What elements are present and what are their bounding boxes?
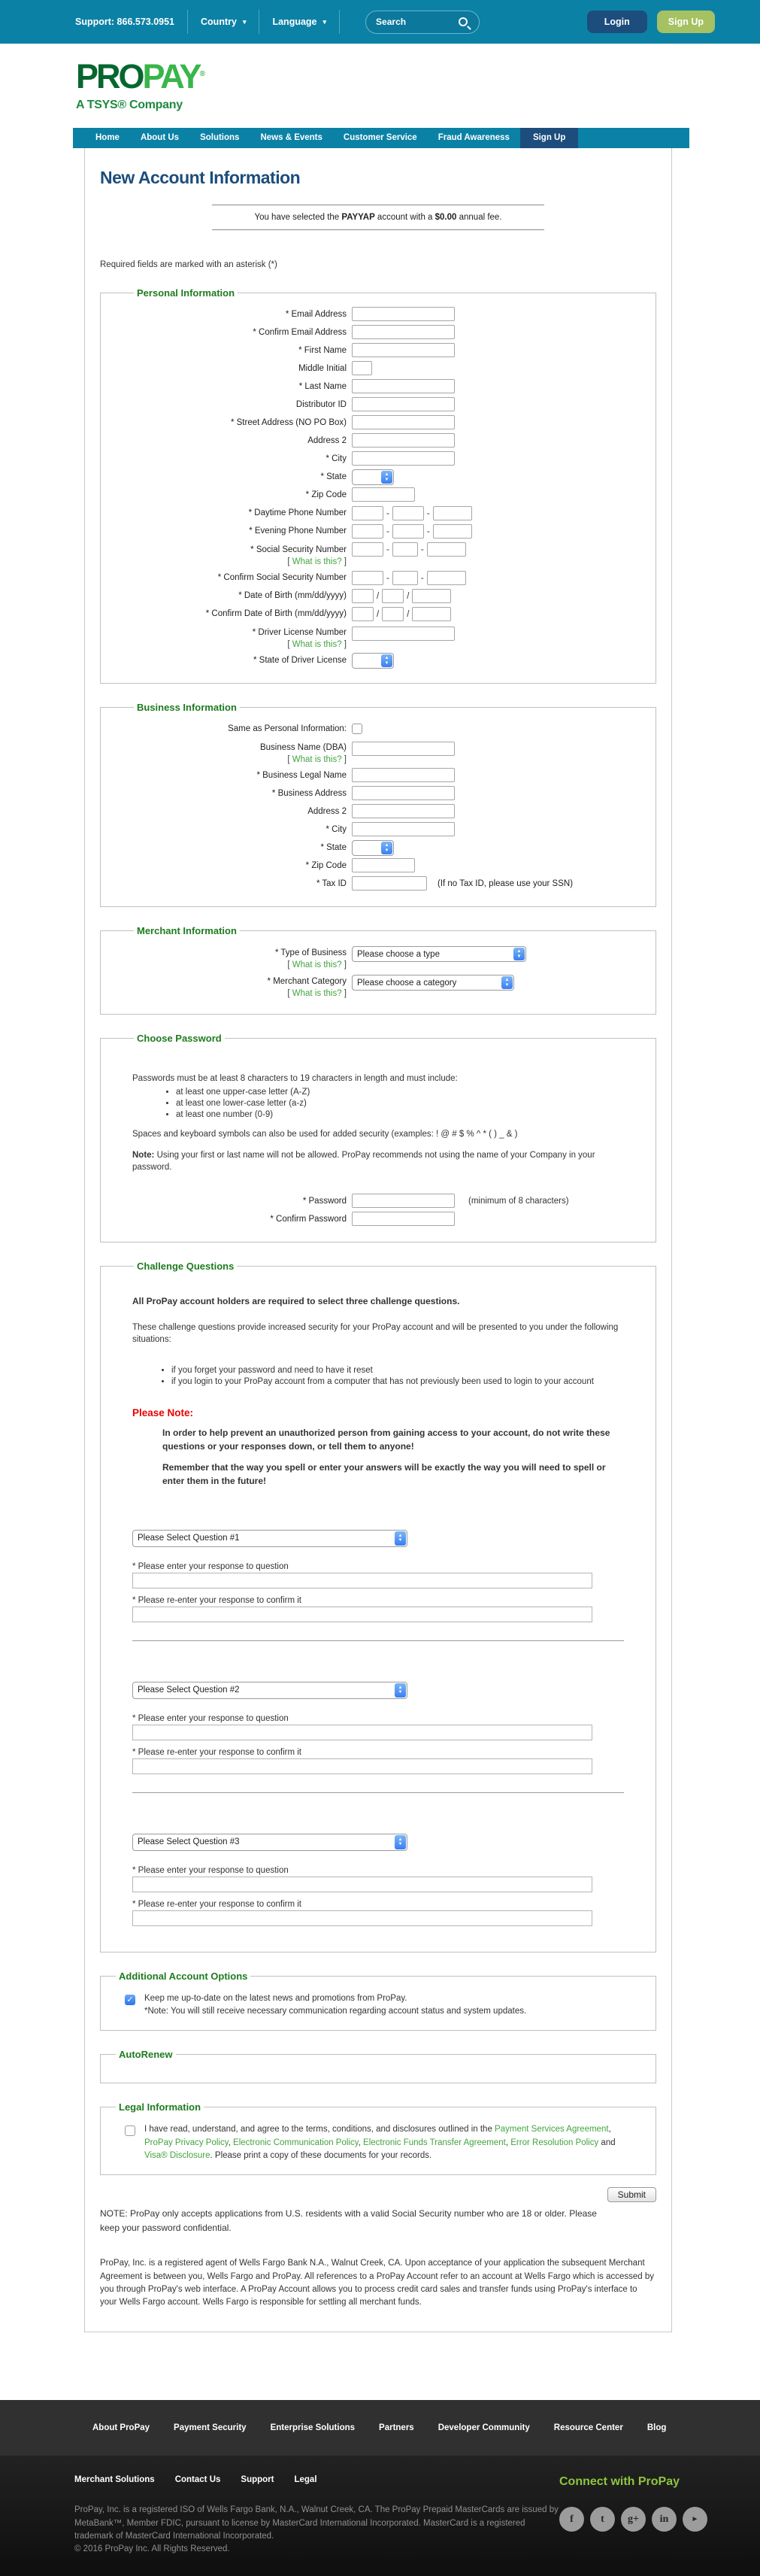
please-note-heading: Please Note:	[132, 1406, 194, 1418]
nav-item-about-us[interactable]: About Us	[140, 133, 180, 142]
evening-phone-label: * Evening Phone Number	[249, 526, 347, 536]
footer-bottom	[0, 2456, 760, 2576]
form-row	[132, 433, 624, 449]
confirm-dob-label: * Confirm Date of Birth (mm/dd/yyyy)	[205, 609, 347, 619]
response-label: * Please enter your response to question	[132, 1713, 289, 1723]
dash-separator: -	[386, 526, 389, 536]
confirm-response-label: * Please re-enter your response to confirm it	[132, 1899, 301, 1909]
annual-fee: $0.00	[435, 213, 457, 222]
footer-link-contact-us[interactable]: Contact Us	[174, 2475, 221, 2485]
address2-label: Address 2	[307, 436, 347, 445]
footer-top	[0, 2400, 760, 2456]
notice-text: annual fee.	[456, 213, 502, 222]
password-field[interactable]	[352, 1194, 455, 1208]
legal-agree-row	[114, 2119, 642, 2165]
question2-response-field[interactable]	[132, 1725, 592, 1740]
evening-phone-part1[interactable]	[352, 524, 383, 539]
form-row	[132, 487, 624, 503]
form-row	[132, 325, 624, 341]
form-row	[132, 361, 624, 377]
autorenew-empty	[114, 2066, 642, 2072]
confirm-response-label: * Please re-enter your response to confirm it	[132, 1747, 301, 1757]
driver-license-field[interactable]	[352, 627, 455, 641]
type-of-business-select[interactable]: Please choose a type ▲ ▼	[352, 946, 526, 962]
daytime-phone-part2[interactable]	[392, 506, 424, 520]
business-information-legend: Business Information	[137, 702, 237, 714]
divider	[339, 10, 340, 34]
form-row	[132, 945, 624, 971]
confirm-email-label: * Confirm Email Address	[253, 328, 347, 337]
challenge-intro: These challenge questions provide increased security for your ProPay account and will be presented to you under the following situations:	[132, 1322, 619, 1345]
selection-notice	[212, 205, 544, 230]
nav-item-news-events[interactable]: News & Events	[260, 133, 322, 142]
form-row	[132, 542, 624, 568]
electronic-communication-policy-link[interactable]: Electronic Communication Policy	[233, 2138, 359, 2147]
password-rule: • at least one lower-case letter (a-z)	[176, 1099, 624, 1108]
form-row	[132, 570, 624, 586]
question-group-1	[132, 1530, 624, 1622]
bracket: ]	[341, 960, 347, 969]
driver-license-state-label: * State of Driver License	[253, 656, 347, 666]
footer-link-legal[interactable]: Legal	[294, 2475, 317, 2485]
error-resolution-policy-link[interactable]: Error Resolution Policy	[510, 2138, 599, 2147]
confirm-ssn-part1[interactable]	[352, 571, 383, 585]
daytime-phone-part1[interactable]	[352, 506, 383, 520]
news-optin-note: *Note: You will still receive necessary communication regarding account status and system updates.	[144, 2007, 527, 2016]
chevron-down-icon: ▾	[242, 17, 247, 26]
evening-phone-part3[interactable]	[433, 524, 472, 539]
signup-button[interactable]: Sign Up	[657, 11, 715, 33]
logo-pay: PAY	[142, 57, 200, 96]
dash-separator: -	[420, 573, 424, 583]
driver-license-state-select[interactable]	[352, 653, 394, 669]
bracket: ]	[341, 557, 347, 566]
same-as-personal-checkbox[interactable]	[352, 724, 362, 734]
ssn-part3[interactable]	[427, 542, 466, 557]
personal-information-section	[100, 287, 656, 684]
question1-response-field[interactable]	[132, 1573, 592, 1588]
daytime-phone-part3[interactable]	[433, 506, 472, 520]
search-icon[interactable]	[459, 17, 468, 26]
merchant-information-legend: Merchant Information	[137, 925, 237, 937]
footer-link-support[interactable]: Support	[241, 2475, 274, 2485]
select-arrows-icon: ▲ ▼	[513, 948, 525, 960]
connect-heading: Connect with ProPay	[559, 2475, 680, 2489]
main-content	[84, 148, 672, 2332]
wells-fargo-agent-paragraph: ProPay, Inc. is a registered agent of Wells Fargo Bank N.A., Walnut Creek, CA. Upon acceptance of your application the subsequent Merchant Agreement is between you, Wells Fargo and ProPay. All references to a ProPay Account refer to an account at Wells Fargo which is accessed by you through ProPay's web interface. A ProPay Account allows you to process credit card sales and transfer funds using ProPay's interface to your Wells Fargo account. Wells Fargo is responsible for settling all merchant funds.	[100, 2259, 655, 2307]
confirm-password-field[interactable]	[352, 1212, 455, 1226]
form-row	[132, 624, 624, 651]
slash-separator: /	[407, 591, 410, 601]
legal-text: I have read, understand, and agree to the terms, conditions, and disclosures outlined in the	[144, 2125, 495, 2135]
form-row	[132, 451, 624, 467]
form-row	[132, 739, 624, 766]
question-group-3	[132, 1834, 624, 1926]
last-name-label: * Last Name	[298, 382, 347, 391]
autorenew-section	[100, 2049, 656, 2083]
business-dba-field[interactable]	[352, 742, 455, 756]
confirm-ssn-part3[interactable]	[427, 571, 466, 585]
privacy-policy-link[interactable]: ProPay Privacy Policy	[144, 2138, 229, 2147]
merchant-category-label: * Merchant Category	[267, 977, 347, 987]
logo-tagline: A TSYS® Company	[76, 99, 183, 111]
dob-year[interactable]	[412, 589, 451, 603]
select-arrows-icon: ▲ ▼	[395, 1835, 406, 1849]
form-row	[132, 804, 624, 820]
footer-link-blog[interactable]: Blog	[646, 2423, 667, 2433]
merchant-information-section	[100, 925, 656, 1015]
business-information-section	[100, 702, 656, 907]
form-row	[132, 822, 624, 838]
us-residents-note: NOTE: ProPay only accepts applications from U.S. residents with a valid Social Security number who are 18 or older. Please keep your password confidential.	[100, 2208, 597, 2233]
footer-copyright: © 2016 ProPay Inc. All Rights Reserved.	[74, 2544, 230, 2554]
legal-text: ,	[228, 2138, 234, 2147]
question1-select[interactable]: Please Select Question #1 ▲ ▼	[132, 1530, 407, 1547]
select-arrows-icon: ▲ ▼	[501, 976, 513, 989]
form-row	[132, 768, 624, 784]
footer-link-merchant-solutions[interactable]: Merchant Solutions	[74, 2475, 155, 2485]
business-address2-field[interactable]	[352, 804, 455, 818]
legal-text: . Please print a copy of these documents for your records.	[210, 2150, 432, 2160]
personal-information-legend: Personal Information	[137, 287, 235, 299]
footer-link-partners[interactable]: Partners	[379, 2423, 414, 2433]
form-row	[132, 1194, 624, 1209]
question3-select[interactable]: Please Select Question #3 ▲ ▼	[132, 1834, 407, 1851]
logo-pro: PRO	[76, 57, 143, 96]
tax-id-label: * Tax ID	[316, 879, 347, 889]
form-row	[132, 840, 624, 856]
twitter-icon[interactable]: t	[590, 2507, 615, 2532]
confirm-email-field[interactable]	[352, 325, 455, 339]
middle-initial-field[interactable]	[352, 361, 372, 375]
choose-password-legend: Choose Password	[137, 1033, 222, 1045]
autorenew-legend: AutoRenew	[119, 2049, 173, 2061]
confirm-ssn-label: * Confirm Social Security Number	[217, 573, 347, 583]
tax-id-note: (If no Tax ID, please use your SSN)	[438, 879, 574, 889]
chevron-down-icon: ▾	[322, 17, 327, 26]
question3-confirm-field[interactable]	[132, 1910, 592, 1926]
dash-separator: -	[386, 508, 389, 518]
business-state-select[interactable]	[352, 840, 394, 856]
challenge-warning-1: In order to help prevent an unauthorized person from gaining access to your account, do not write these questions or your responses down, or tell them to anyone!	[162, 1427, 610, 1452]
form-row	[132, 876, 624, 892]
divider	[132, 1792, 624, 1793]
funds-transfer-agreement-link[interactable]: Electronic Funds Transfer Agreement	[363, 2138, 506, 2147]
confirm-dob-month[interactable]	[352, 607, 374, 621]
legal-information-section	[100, 2101, 656, 2175]
street-address-field[interactable]	[352, 415, 455, 429]
form-row	[132, 588, 624, 604]
form-row	[132, 379, 624, 395]
legal-text: and	[598, 2138, 616, 2147]
footer-bottom-right	[559, 2475, 707, 2553]
password-label: * Password	[302, 1196, 347, 1206]
nav-item-fraud-awareness[interactable]: Fraud Awareness	[438, 133, 510, 142]
divider	[132, 1640, 624, 1641]
confirm-dob-year[interactable]	[412, 607, 451, 621]
social-icons	[559, 2507, 707, 2532]
slash-separator: /	[377, 591, 380, 601]
bracket: [	[287, 988, 292, 998]
form-row	[132, 415, 624, 431]
form-row	[132, 343, 624, 359]
bracket: ]	[341, 754, 347, 764]
business-address2-label: Address 2	[307, 807, 347, 817]
street-address-label: * Street Address (NO PO Box)	[230, 418, 347, 427]
youtube-icon[interactable]: ►	[683, 2507, 707, 2532]
slash-separator: /	[377, 609, 380, 619]
business-legal-name-field[interactable]	[352, 768, 455, 782]
form-row	[132, 653, 624, 669]
first-name-label: * First Name	[298, 346, 347, 355]
form-row	[132, 858, 624, 874]
footer-link-resource-center[interactable]: Resource Center	[553, 2423, 623, 2433]
password-rules-intro: Passwords must be at least 8 characters to 19 characters in length and must include:	[132, 1074, 458, 1084]
response-label: * Please enter your response to question	[132, 1865, 289, 1875]
choose-password-section	[100, 1033, 656, 1242]
business-dba-label: Business Name (DBA)	[259, 743, 347, 753]
zip-field[interactable]	[352, 487, 415, 502]
select-arrows-icon: ▲ ▼	[395, 1683, 406, 1698]
tax-id-field[interactable]	[352, 876, 427, 891]
ssn-label: * Social Security Number	[250, 545, 347, 554]
country-dropdown[interactable]	[201, 17, 246, 27]
footer-link-developer-community[interactable]: Developer Community	[438, 2423, 530, 2433]
confirm-password-label: * Confirm Password	[270, 1214, 347, 1224]
question-group-2	[132, 1682, 624, 1774]
email-label: * Email Address	[285, 310, 347, 319]
language-label: Language	[272, 17, 317, 27]
search-placeholder: Search	[376, 17, 407, 27]
first-name-field[interactable]	[352, 343, 455, 357]
challenge-questions-section	[100, 1261, 656, 1952]
main-nav	[73, 128, 689, 148]
ssn-part2[interactable]	[392, 542, 418, 557]
form-row	[132, 397, 624, 413]
logo-band	[0, 44, 760, 128]
note-text: Using your first or last name will not be allowed. ProPay recommends not using the name of your Company in your password.	[132, 1151, 595, 1173]
dob-label: * Date of Birth (mm/dd/yyyy)	[238, 591, 347, 601]
question2-select[interactable]: Please Select Question #2 ▲ ▼	[132, 1682, 407, 1699]
support-phone: Support: 866.573.0951	[75, 17, 175, 27]
ssn-part1[interactable]	[352, 542, 383, 557]
password-rule: • at least one number (0-9)	[176, 1110, 624, 1119]
business-legal-name-label: * Business Legal Name	[256, 771, 347, 781]
select-arrows-icon: ▲ ▼	[381, 654, 392, 667]
dash-separator: -	[426, 526, 430, 536]
business-city-field[interactable]	[352, 822, 455, 836]
challenge-situations-list	[171, 1366, 624, 1386]
distributor-id-label: Distributor ID	[295, 400, 347, 409]
response-label: * Please enter your response to question	[132, 1561, 289, 1571]
page-title: New Account Information	[100, 168, 301, 187]
driver-license-label: * Driver License Number	[252, 628, 347, 638]
zip-label: * Zip Code	[305, 490, 347, 499]
google-plus-icon[interactable]: g+	[621, 2507, 646, 2532]
same-as-personal-label: Same as Personal Information:	[228, 724, 347, 734]
news-optin-checkbox[interactable]: ✓	[125, 1995, 135, 2005]
state-select[interactable]	[352, 469, 394, 485]
slash-separator: /	[407, 609, 410, 619]
last-name-field[interactable]	[352, 379, 455, 393]
footer-legal-text: ProPay, Inc. is a registered ISO of Wells Fargo Bank, N.A., Walnut Creek, CA. The ProPay Prepaid MasterCards are issued by MetaBank™, Member FDIC, pursuant to license by MasterCard International Incorporated. MasterCard is a registered trademark of MasterCard International Incorporated.	[74, 2505, 559, 2541]
search-input[interactable]	[365, 11, 480, 34]
select-arrows-icon: ▲ ▼	[381, 842, 392, 854]
driver-license-what-is-this-link[interactable]: What is this?	[292, 639, 342, 649]
question1-confirm-field[interactable]	[132, 1607, 592, 1622]
footer-link-about-propay[interactable]: About ProPay	[92, 2423, 150, 2433]
email-field[interactable]	[352, 307, 455, 321]
business-city-label: * City	[325, 825, 347, 835]
login-button[interactable]: Login	[587, 11, 647, 33]
business-zip-label: * Zip Code	[305, 861, 347, 871]
legal-text: ,	[358, 2138, 364, 2147]
form-row	[132, 523, 624, 539]
nav-item-customer-service[interactable]: Customer Service	[343, 133, 417, 142]
linkedin-icon[interactable]: in	[652, 2507, 677, 2532]
payment-services-agreement-link[interactable]: Payment Services Agreement	[495, 2125, 609, 2135]
form-row	[132, 606, 624, 622]
form-row	[132, 505, 624, 521]
dash-separator: -	[426, 508, 430, 518]
challenge-intro-bold: All ProPay account holders are required to select three challenge questions.	[132, 1295, 460, 1306]
confirm-ssn-part2[interactable]	[392, 571, 418, 585]
footer-link-payment-security[interactable]: Payment Security	[174, 2423, 247, 2433]
dash-separator: -	[386, 573, 389, 583]
confirm-dob-day[interactable]	[382, 607, 404, 621]
password-note	[132, 1149, 624, 1173]
visa-disclosure-link[interactable]: Visa® Disclosure	[144, 2150, 210, 2160]
business-zip-field[interactable]	[352, 858, 415, 872]
news-optin-label: Keep me up-to-date on the latest news and promotions from ProPay.	[144, 1993, 407, 2003]
language-dropdown[interactable]	[272, 17, 326, 27]
form-row	[132, 786, 624, 802]
evening-phone-part2[interactable]	[392, 524, 424, 539]
type-of-business-label: * Type of Business	[274, 948, 347, 958]
select-arrows-icon: ▲ ▼	[395, 1531, 406, 1546]
divider	[187, 10, 188, 34]
question2-confirm-field[interactable]	[132, 1758, 592, 1774]
form-row	[132, 973, 624, 1000]
challenge-warning-2: Remember that the way you spell or enter your answers will be exactly the way you will need to spell or enter them in the future!	[162, 1461, 606, 1486]
registered-mark: ®	[199, 70, 205, 78]
legal-text: ,	[505, 2138, 511, 2147]
form-row	[132, 307, 624, 323]
notice-text: account with a	[374, 213, 435, 222]
ssn-what-is-this-link[interactable]: What is this?	[292, 557, 342, 566]
category-what-is-this-link[interactable]: What is this?	[292, 988, 342, 998]
footer-link-enterprise-solutions[interactable]: Enterprise Solutions	[270, 2423, 356, 2433]
business-address-label: * Business Address	[271, 789, 347, 799]
required-fields-note: Required fields are marked with an asterisk (*)	[100, 260, 277, 269]
password-hint: (minimum of 8 characters)	[468, 1196, 569, 1206]
dob-month[interactable]	[352, 589, 374, 603]
dash-separator: -	[386, 545, 389, 554]
nav-item-sign-up[interactable]: Sign Up	[520, 128, 578, 148]
address2-field[interactable]	[352, 433, 455, 448]
legal-agree-checkbox[interactable]	[125, 2125, 135, 2136]
bracket: [	[287, 557, 292, 566]
submit-button[interactable]: Submit	[607, 2187, 656, 2202]
bracket: ]	[341, 988, 347, 998]
question3-response-field[interactable]	[132, 1877, 592, 1892]
note-prefix: Note:	[132, 1151, 155, 1161]
legal-agree-text	[144, 2123, 640, 2162]
bracket: [	[287, 754, 292, 764]
state-label: * State	[320, 472, 347, 481]
legal-text: ,	[608, 2125, 611, 2135]
form-row	[132, 721, 624, 737]
additional-options-legend: Additional Account Options	[119, 1970, 248, 1982]
nav-item-solutions[interactable]: Solutions	[200, 133, 240, 142]
form-row	[132, 1212, 624, 1227]
bracket: [	[287, 639, 292, 649]
dob-day[interactable]	[382, 589, 404, 603]
account-name: PAYYAP	[341, 213, 375, 222]
daytime-phone-label: * Daytime Phone Number	[248, 508, 347, 517]
bracket: [	[287, 960, 292, 969]
legal-information-legend: Legal Information	[119, 2101, 201, 2113]
password-rule: • at least one upper-case letter (A-Z)	[176, 1088, 624, 1097]
confirm-response-label: * Please re-enter your response to confirm it	[132, 1595, 301, 1605]
challenge-situation: • if you login to your ProPay account from a computer that has not previously been used to login to your account	[171, 1377, 624, 1386]
country-label: Country	[201, 17, 237, 27]
password-symbols-note: Spaces and keyboard symbols can also be used for added security (examples: ! @ # $ % ^ * ( ) _ & )	[132, 1130, 518, 1139]
type-what-is-this-link[interactable]: What is this?	[292, 960, 342, 969]
middle-initial-label: Middle Initial	[298, 364, 347, 373]
challenge-situation: • if you forget your password and need to have it reset	[171, 1366, 624, 1375]
dash-separator: -	[420, 545, 424, 554]
propay-logo[interactable]	[76, 57, 760, 96]
dba-what-is-this-link[interactable]: What is this?	[292, 754, 342, 764]
password-rules-list	[176, 1088, 624, 1119]
form-row	[132, 469, 624, 485]
challenge-questions-legend: Challenge Questions	[137, 1260, 235, 1272]
news-optin-row	[114, 1988, 642, 2022]
bracket: ]	[341, 639, 347, 649]
merchant-category-select[interactable]: Please choose a category ▲ ▼	[352, 975, 514, 991]
business-address-field[interactable]	[352, 786, 455, 800]
additional-options-section	[100, 1971, 656, 2031]
footer-bottom-left	[74, 2475, 559, 2553]
nav-item-home[interactable]: Home	[95, 133, 120, 142]
distributor-id-field[interactable]	[352, 397, 455, 411]
business-state-label: * State	[320, 843, 347, 853]
top-bar	[0, 0, 760, 44]
select-arrows-icon: ▲ ▼	[381, 471, 392, 484]
notice-text: You have selected the	[254, 213, 342, 222]
facebook-icon[interactable]: f	[559, 2507, 584, 2532]
city-field[interactable]	[352, 451, 455, 466]
city-label: * City	[325, 454, 347, 463]
submit-row	[100, 2187, 656, 2202]
